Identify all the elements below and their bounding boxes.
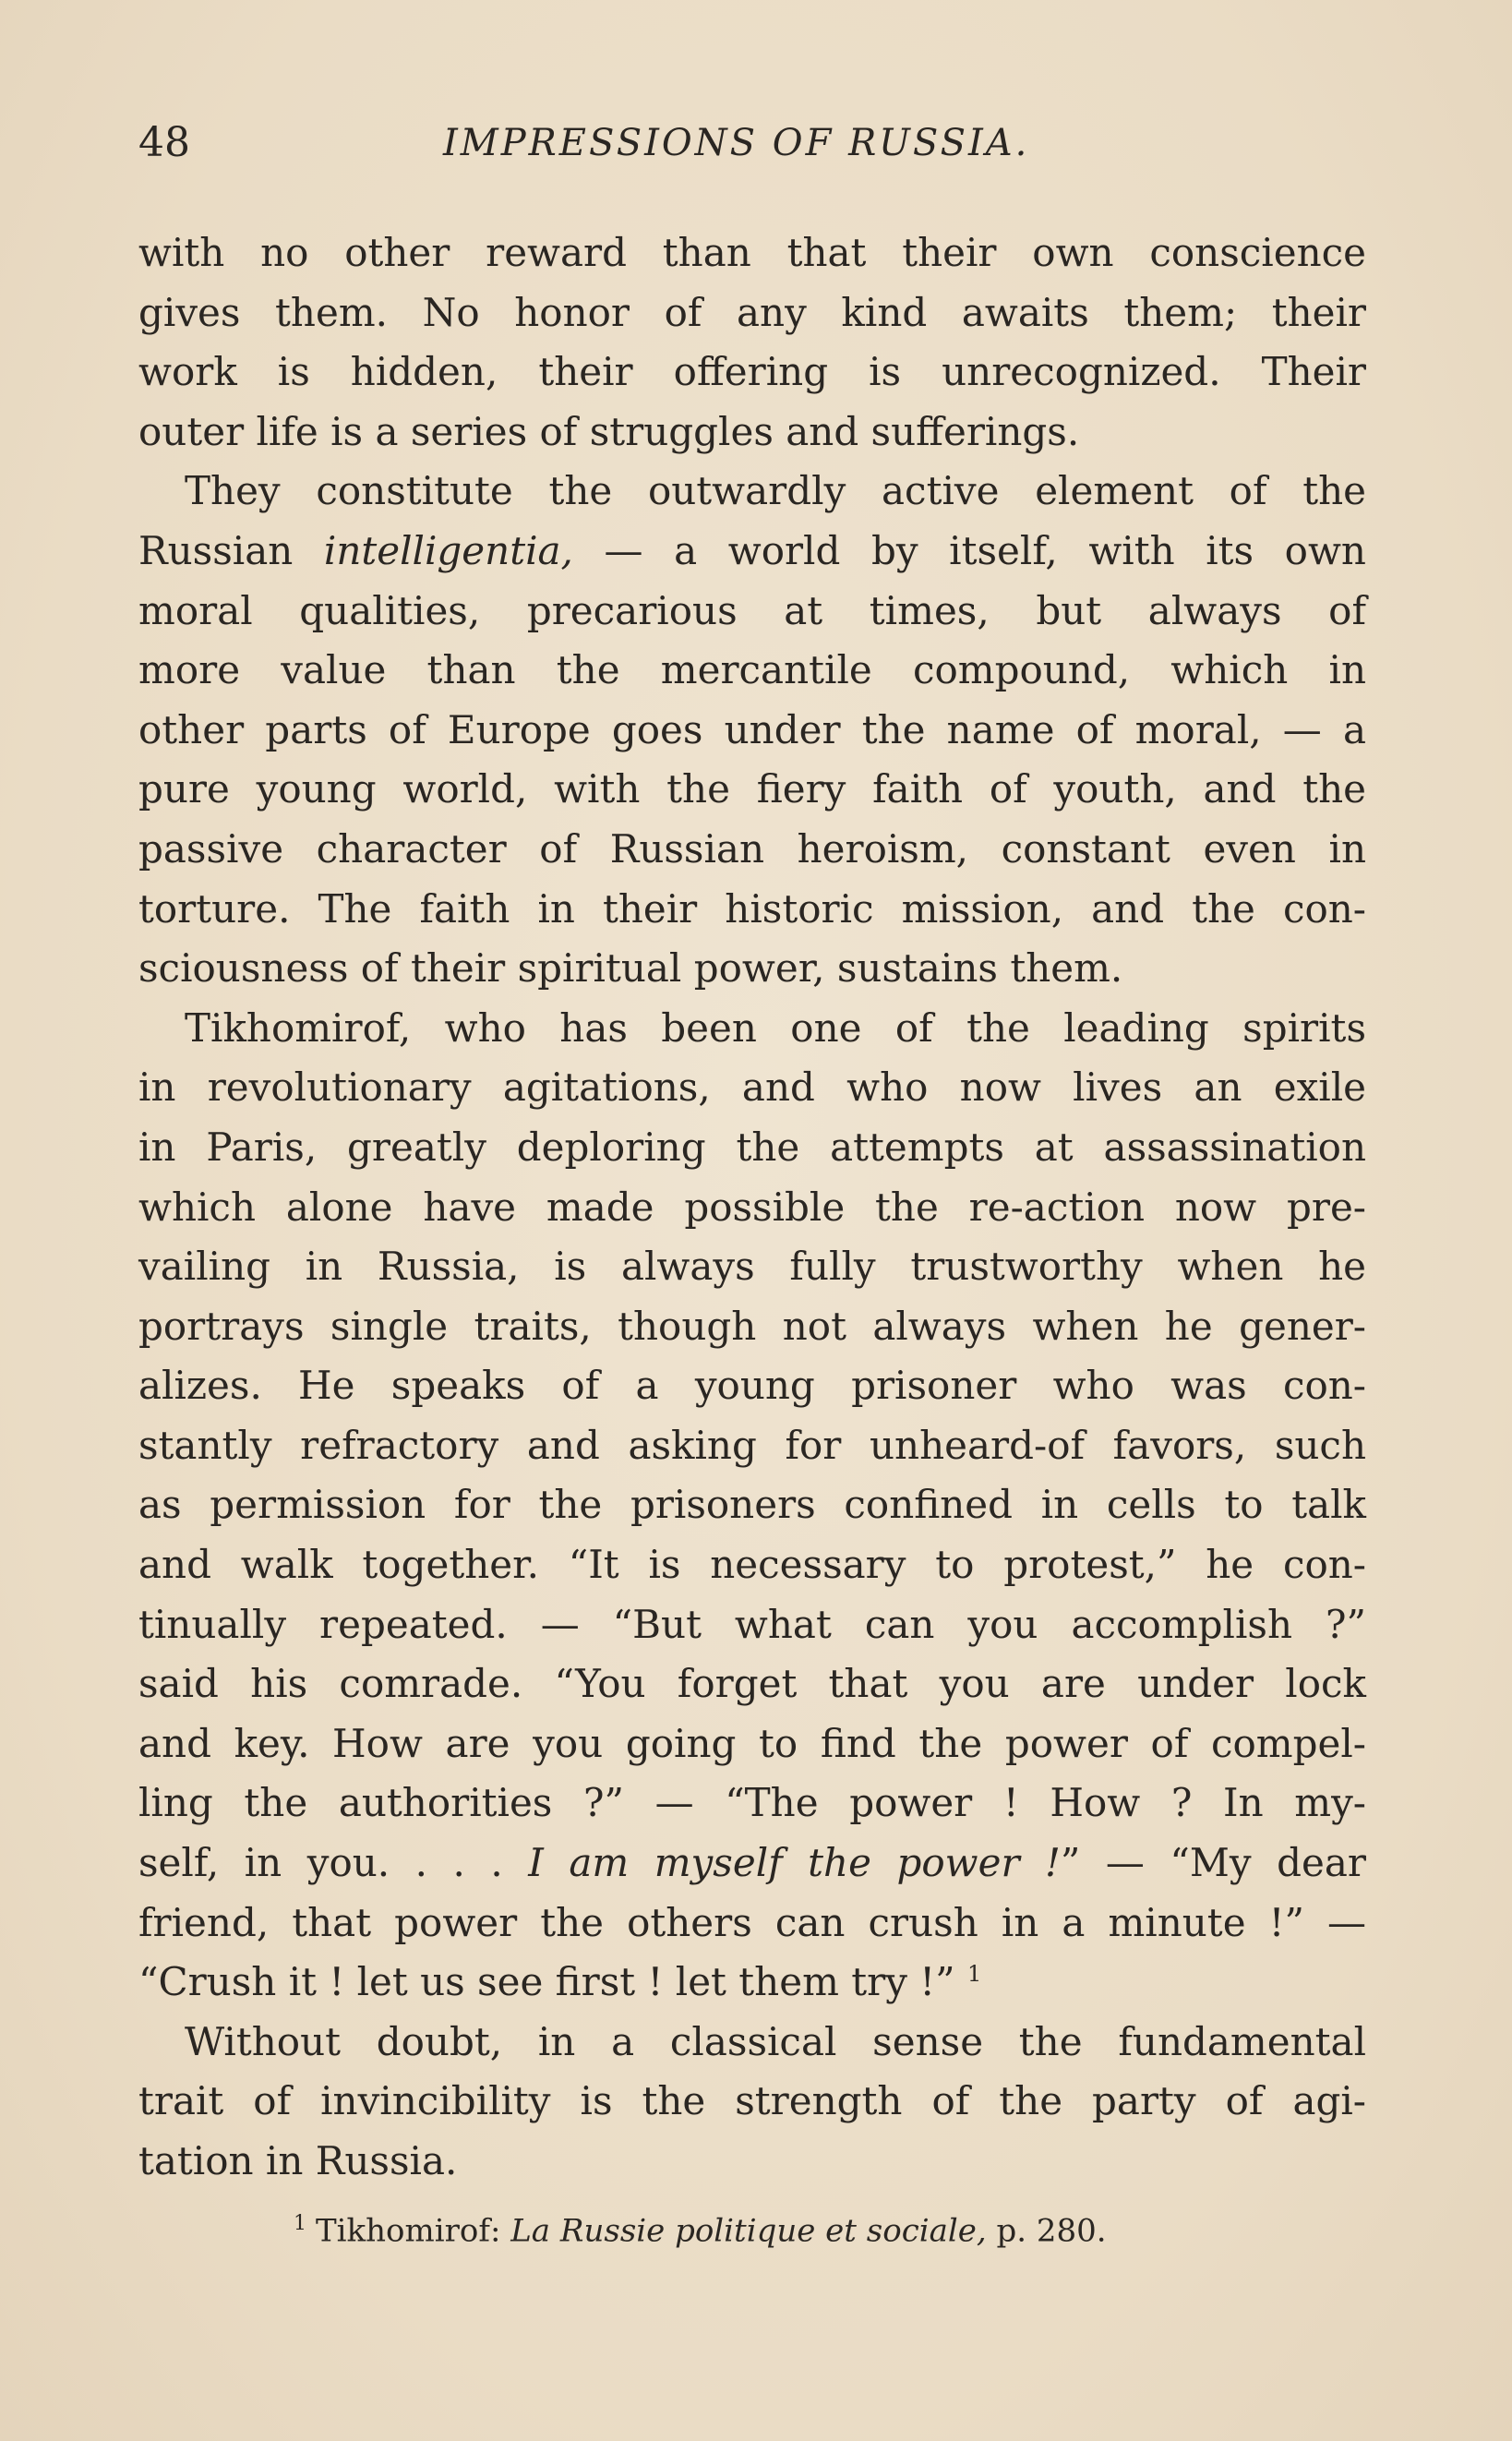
text-fragment: “Crush it ! let us see first ! let them try !” xyxy=(138,1959,955,2005)
text-line: tation in Russia. xyxy=(138,2138,458,2183)
footnote-reference: 1 xyxy=(966,1961,982,1988)
text-fragment: ” — “My dear xyxy=(1060,1840,1366,1886)
page-number: 48 xyxy=(138,119,190,166)
text-line: trait of invincibility is the strength of the party of agi- xyxy=(138,2078,1366,2124)
text-line xyxy=(138,522,1366,582)
text-line: stantly refractory and asking for unheard-of favors, such xyxy=(138,1422,1366,1468)
text-line: outer life is a series of struggles and sufferings. xyxy=(138,408,1080,454)
text-line: ling the authorities ?” — “The power ! How ? In my- xyxy=(138,1780,1366,1826)
text-line: other parts of Europe goes under the name of moral, — a xyxy=(138,706,1366,752)
text-fragment: — a world by itself, with its own xyxy=(604,527,1366,573)
running-title: IMPRESSIONS OF RUSSIA. xyxy=(443,122,1030,164)
footnote-page: p. 280. xyxy=(996,2212,1107,2250)
text-line xyxy=(138,1953,1366,2013)
page-header xyxy=(138,111,1366,175)
text-line: friend, that power the others can crush in a minute !” — xyxy=(138,1899,1366,1945)
text-line: tinually repeated. — “But what can you accomplish ?” xyxy=(138,1601,1366,1647)
text-line xyxy=(138,1834,1366,1894)
text-line: torture. The faith in their historic mission, and the con- xyxy=(138,885,1366,932)
text-line: vailing in Russia, is always fully trustworthy when he xyxy=(138,1244,1366,1290)
footnote-mark: 1 xyxy=(294,2212,306,2235)
text-line: gives them. No honor of any kind awaits them; their xyxy=(138,289,1366,335)
text-line: Without doubt, in a classical sense the fundamental xyxy=(185,2018,1366,2064)
text-line: as permission for the prisoners confined in cells to talk xyxy=(138,1482,1366,1528)
text-line: alizes. He speaks of a young prisoner who was con- xyxy=(138,1363,1366,1409)
text-line: said his comrade. “You forget that you are under lock xyxy=(138,1661,1366,1707)
text-line: Tikhomirof, who has been one of the leading spirits xyxy=(185,1004,1366,1051)
text-line: and walk together. “It is necessary to protest,” he con- xyxy=(138,1542,1366,1588)
text-line: work is hidden, their offering is unrecognized. Their xyxy=(138,349,1366,395)
text-line: which alone have made possible the re-action now pre- xyxy=(138,1184,1366,1230)
text-line: pure young world, with the fiery faith of youth, and the xyxy=(138,766,1366,812)
text-line: moral qualities, precarious at times, but always of xyxy=(138,587,1366,633)
text-line: sciousness of their spiritual power, sustains them. xyxy=(138,945,1123,992)
text-line: in revolutionary agitations, and who now lives an exile xyxy=(138,1064,1366,1111)
text-line: in Paris, greatly deploring the attempts at assassination xyxy=(138,1124,1366,1170)
word-russian: Russian xyxy=(138,527,294,573)
footnote-author: Tikhomirof: xyxy=(316,2212,501,2250)
text-line: portrays single traits, though not always when he gener- xyxy=(138,1303,1366,1349)
text-fragment: self, in you. . . . xyxy=(138,1840,503,1886)
text-line: and key. How are you going to find the power of compel- xyxy=(138,1720,1366,1766)
body-text xyxy=(138,223,1366,2192)
text-line: They constitute the outwardly active element of the xyxy=(185,468,1366,514)
footnote-title: La Russie politique et sociale, xyxy=(510,2212,987,2250)
italic-term: intelligentia, xyxy=(323,527,573,573)
text-line: more value than the mercantile compound, which in xyxy=(138,647,1366,693)
footnote xyxy=(294,2201,1107,2254)
text-line: with no other reward than that their own conscience xyxy=(138,230,1366,275)
text-line: passive character of Russian heroism, constant even in xyxy=(138,825,1366,872)
italic-quote: I am myself the power ! xyxy=(528,1840,1061,1886)
